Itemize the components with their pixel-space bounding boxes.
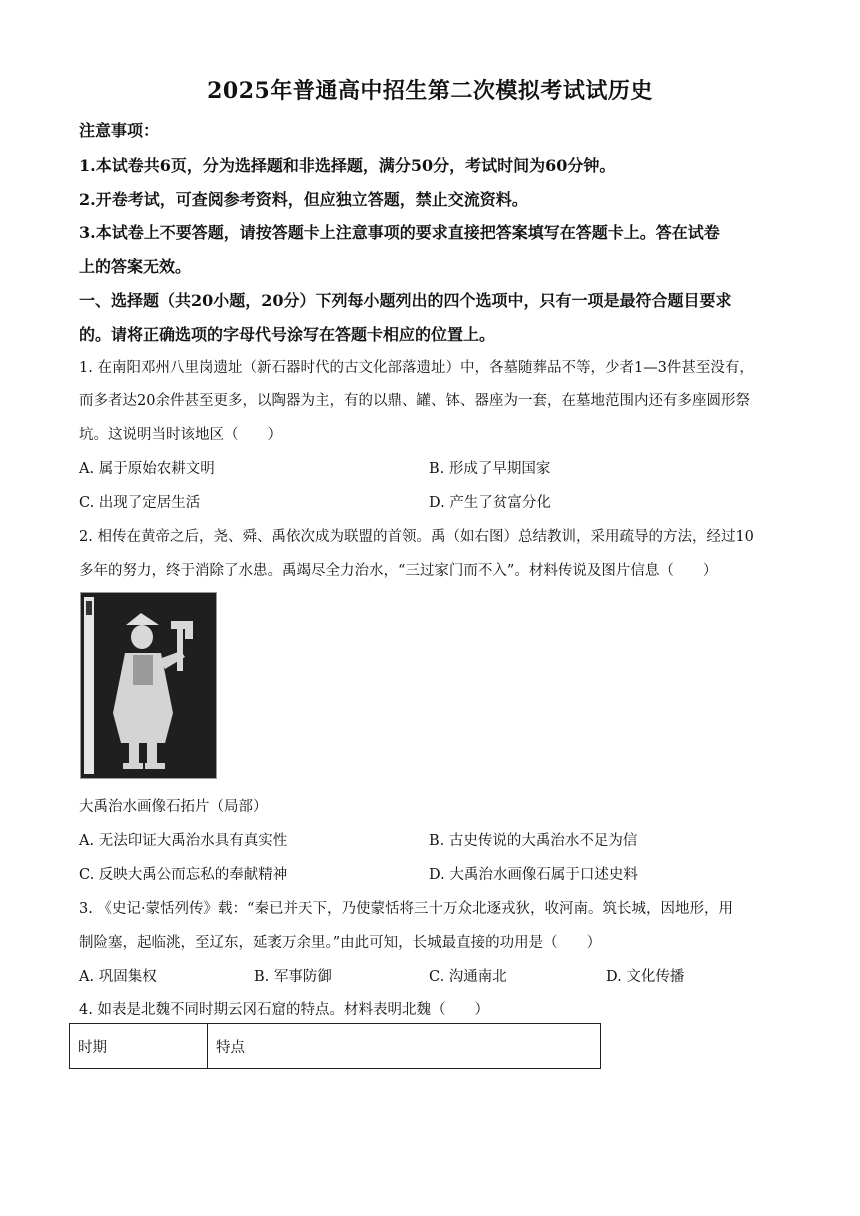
table-header-row (70, 1024, 601, 1069)
q4-stem-line1: 4. 如表是北魏不同时期云冈石窟的特点。材料表明北魏（ ） (79, 1002, 489, 1018)
q2-stem-line1: 2. 相传在黄帝之后，尧、舜、禹依次成为联盟的首领。禹（如右图）总结教训，采用疏导的方法，经过10 (79, 529, 754, 545)
q1-stem-line3: 坑。这说明当时该地区（ ） (79, 427, 282, 443)
note-item-2: 2.开卷考试，可查阅参考资料，但应独立答题，禁止交流资料。 (79, 190, 528, 209)
q1-stem-line2: 而多者达20余件甚至更多，以陶器为主，有的以鼎、罐、钵、器座为一套，在墓地范围内还有多座圆形祭 (79, 393, 750, 409)
table-header-period: 时期 (70, 1024, 208, 1069)
q2-stem-line2: 多年的努力，终于消除了水患。禹竭尽全力治水，“三过家门而不入”。材料传说及图片信息（ ） (79, 563, 718, 579)
q4-table (69, 1023, 601, 1069)
notes-heading: 注意事项： (79, 121, 160, 140)
section-instruction-line2: 的。请将正确选项的字母代号涂写在答题卡相应的位置上。 (79, 325, 496, 344)
section-instruction-line1: 一、选择题（共20小题，20分）下列每小题列出的四个选项中，只有一项是最符合题目要求 (79, 291, 732, 310)
q3-option-c[interactable]: C. 沟通南北 (429, 969, 507, 985)
q1-stem-line1: 1. 在南阳邓州八里岗遗址（新石器时代的古文化部落遗址）中，各墓随葬品不等，少者1—3件甚至没有， (79, 360, 754, 376)
q3-option-b[interactable]: B. 军事防御 (254, 969, 332, 985)
yu-flood-control-rubbing-image (80, 592, 217, 779)
q2-image-caption: 大禹治水画像石拓片（局部） (79, 799, 268, 815)
q1-option-d[interactable]: D. 产生了贫富分化 (429, 495, 551, 511)
note-item-1: 1.本试卷共6页，分为选择题和非选择题，满分50分，考试时间为60分钟。 (79, 156, 616, 175)
q3-option-d[interactable]: D. 文化传播 (606, 969, 685, 985)
q3-option-a[interactable]: A. 巩固集权 (79, 969, 157, 985)
q2-option-b[interactable]: B. 古史传说的大禹治水不足为信 (429, 833, 638, 849)
q2-option-c[interactable]: C. 反映大禹公而忘私的奉献精神 (79, 867, 288, 883)
note-item-3: 3.本试卷上不要答题，请按答题卡上注意事项的要求直接把答案填写在答题卡上。答在试卷 (79, 223, 720, 242)
q3-stem-line1: 3. 《史记·蒙恬列传》载：“秦已并天下，乃使蒙恬将三十万众北逐戎狄，收河南。筑长城，因地形，用 (79, 901, 733, 917)
table-header-features: 特点 (208, 1024, 601, 1069)
q3-stem-line2: 制险塞，起临洮，至辽东，延袤万余里。”由此可知，长城最直接的功用是（ ） (79, 935, 602, 951)
rubbing-figure (81, 593, 216, 778)
q2-option-a[interactable]: A. 无法印证大禹治水具有真实性 (79, 833, 288, 849)
q1-option-a[interactable]: A. 属于原始农耕文明 (79, 461, 215, 477)
exam-title: 2025年普通高中招生第二次模拟考试试历史 (207, 78, 653, 104)
q2-option-d[interactable]: D. 大禹治水画像石属于口述史料 (429, 867, 638, 883)
q1-option-c[interactable]: C. 出现了定居生活 (79, 495, 201, 511)
note-item-3-cont: 上的答案无效。 (79, 257, 192, 276)
q1-option-b[interactable]: B. 形成了早期国家 (429, 461, 551, 477)
